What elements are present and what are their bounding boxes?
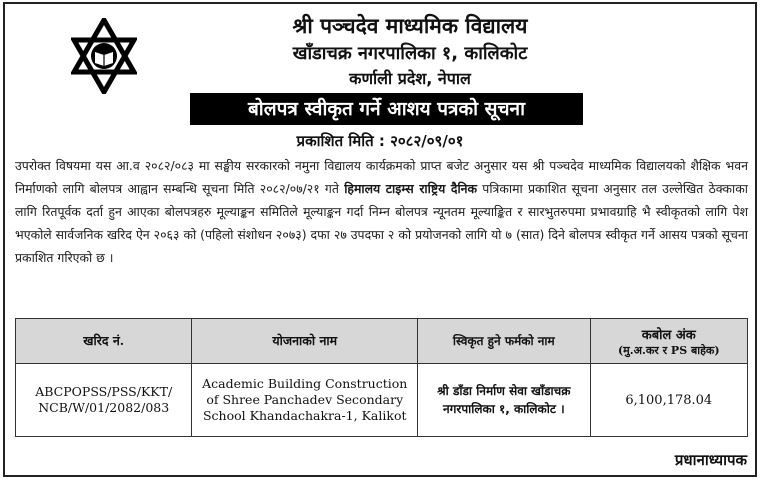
bid-amount-note: (मु.अ.कर र PS बाहेक) bbox=[617, 343, 720, 357]
principal-signature: प्रधानाध्यापक bbox=[674, 451, 747, 469]
body-part-1: उपरोक्त विषयमा यस आ.व २०८२/०८३ मा सङ्घीय सरकारको नमुना विद्यालय कार्यक्रमको प्राप्त बजेट अनुसार यस श्री पञ्चदेव माध्यमिक विद्यालयको शैक्षिक भवन निर्माणको लागि बोलपत्र आह्वान सम्बन्धि सूचना मिति २०८२/०७/२१ गते bbox=[15, 158, 748, 196]
header-firm-name: स्विकृत हुने फर्मको नाम bbox=[418, 319, 591, 364]
school-name: श्री पञ्चदेव माध्यमिक विद्यालय bbox=[292, 14, 528, 38]
newspaper-name: हिमालय टाइम्स राष्ट्रिय दैनिक bbox=[344, 181, 478, 196]
table-header-row bbox=[16, 319, 748, 364]
notice-frame bbox=[3, 2, 757, 477]
procurement-no-cell: ABCPOPSS/PSS/KKT/ NCB/W/01/2082/083 bbox=[16, 364, 192, 437]
notice-body bbox=[15, 154, 748, 269]
table-row bbox=[16, 364, 748, 437]
project-name-cell: Academic Building Construction of Shree Panchadev Secondary School Khandachakra-1, Kalikot bbox=[192, 364, 418, 437]
body-part-2: पत्रिकामा प्रकाशित सूचना अनुसार तल उल्लेखित ठेक्काका लागि रितपूर्वक दर्ता हुन आएका बोलपत्रहरु मूल्याङ्कन समितिले मूल्याङ्कन गर्दा निम्न बोलपत्र न्यूनतम मूल्याङ्कित र सारभुतरुपमा प्रभावग्राहि भै स्वीकृतको लागि पेश भएकोले सार्वजनिक खरिद ऐन २०६३ को (पहिलो संशोधन २०७३) दफा २७ उपदफा २ को प्रयोजनको लागि यो ७ (सात) दिने बोलपत्र स्वीकृत गर्ने आसय पत्रको सूचना प्रकाशित गरिएको छ । bbox=[15, 181, 748, 265]
published-date: प्रकाशित मिति : २०८२/०९/०१ bbox=[296, 132, 464, 150]
header-procurement-no: खरिद नं. bbox=[16, 319, 192, 364]
bid-table bbox=[15, 318, 748, 437]
notice-title: बोलपत्र स्वीकृत गर्ने आशय पत्रको सूचना bbox=[190, 93, 583, 125]
bid-amount-cell: 6,100,178.04 bbox=[590, 364, 747, 437]
header-project-name: योजनाको नाम bbox=[192, 319, 418, 364]
province-line: कर्णाली प्रदेश, नेपाल bbox=[349, 69, 471, 88]
firm-name-cell: श्री डाँडा निर्माण सेवा खाँडाचक्र नगरपालिका १, कालिकोट । bbox=[418, 364, 591, 437]
header-bid-amount bbox=[590, 319, 747, 364]
address-line: खाँडाचक्र नगरपालिका १, कालिकोट bbox=[292, 43, 528, 64]
bid-amount-title: कबोल अंक bbox=[641, 327, 696, 343]
